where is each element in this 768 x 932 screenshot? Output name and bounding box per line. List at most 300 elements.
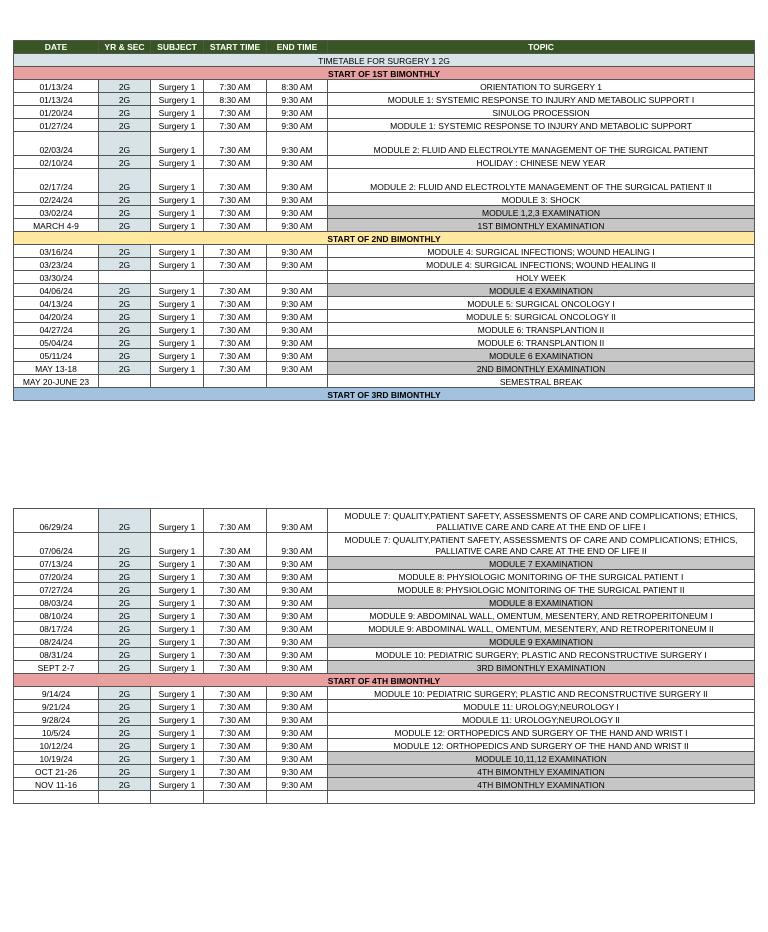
end-time-cell: 8:30 AM [267, 80, 328, 93]
topic-cell: MODULE 4 EXAMINATION [328, 284, 755, 297]
end-time-cell: 9:30 AM [267, 583, 328, 596]
schedule-row [14, 752, 755, 765]
topic-cell: MODULE 9: ABDOMINAL WALL, OMENTUM, MESENTERY, AND RETROPERITONEUM I [328, 609, 755, 622]
topic-cell [328, 791, 755, 804]
yr-sec-cell: 2G [99, 778, 151, 791]
yr-sec-cell: 2G [99, 765, 151, 778]
date-cell: 03/16/24 [14, 245, 99, 258]
subject-cell: Surgery 1 [151, 752, 204, 765]
subject-cell: Surgery 1 [151, 193, 204, 206]
schedule-row [14, 310, 755, 323]
date-cell: 01/13/24 [14, 80, 99, 93]
start-time-cell: 7:30 AM [204, 713, 267, 726]
schedule-row [14, 362, 755, 375]
end-time-cell: 9:30 AM [267, 349, 328, 362]
start-time-cell [204, 271, 267, 284]
schedule-row [14, 206, 755, 219]
yr-sec-cell [99, 375, 151, 388]
schedule-row [14, 119, 755, 132]
topic-cell: SINULOG PROCESSION [328, 106, 755, 119]
yr-sec-cell: 2G [99, 700, 151, 713]
yr-sec-cell: 2G [99, 570, 151, 583]
start-time-cell: 7:30 AM [204, 310, 267, 323]
yr-sec-cell: 2G [99, 310, 151, 323]
date-cell: 05/04/24 [14, 336, 99, 349]
topic-cell: MODULE 1: SYSTEMIC RESPONSE TO INJURY AND METABOLIC SUPPORT I [328, 93, 755, 106]
topic-cell: MODULE 7: QUALITY,PATIENT SAFETY, ASSESSMENTS OF CARE AND COMPLICATIONS; ETHICS, PALLIATIVE CARE AND CARE AT THE END OF LIFE II [328, 533, 755, 557]
date-cell: 08/10/24 [14, 609, 99, 622]
yr-sec-cell: 2G [99, 635, 151, 648]
end-time-cell: 9:30 AM [267, 362, 328, 375]
yr-sec-cell: 2G [99, 349, 151, 362]
topic-cell: MODULE 1,2,3 EXAMINATION [328, 206, 755, 219]
schedule-row [14, 509, 755, 533]
subject-cell: Surgery 1 [151, 336, 204, 349]
date-cell: 02/24/24 [14, 193, 99, 206]
yr-sec-cell: 2G [99, 119, 151, 132]
date-cell: SEPT 2-7 [14, 661, 99, 674]
subject-cell: Surgery 1 [151, 765, 204, 778]
end-time-cell: 9:30 AM [267, 336, 328, 349]
schedule-row [14, 336, 755, 349]
start-time-cell: 7:30 AM [204, 349, 267, 362]
end-time-cell: 9:30 AM [267, 739, 328, 752]
header-date: DATE [14, 41, 99, 54]
start-time-cell: 7:30 AM [204, 169, 267, 193]
start-time-cell: 7:30 AM [204, 648, 267, 661]
subject-cell: Surgery 1 [151, 583, 204, 596]
topic-cell: MODULE 2: FLUID AND ELECTROLYTE MANAGEMENT OF THE SURGICAL PATIENT [328, 132, 755, 156]
schedule-row [14, 271, 755, 284]
subject-cell: Surgery 1 [151, 245, 204, 258]
end-time-cell: 9:30 AM [267, 258, 328, 271]
schedule-row [14, 533, 755, 557]
schedule-row [14, 193, 755, 206]
date-cell: 02/03/24 [14, 132, 99, 156]
end-time-cell: 9:30 AM [267, 635, 328, 648]
start-time-cell: 7:30 AM [204, 661, 267, 674]
subject-cell [151, 375, 204, 388]
end-time-cell: 9:30 AM [267, 596, 328, 609]
topic-cell: HOLIDAY : CHINESE NEW YEAR [328, 156, 755, 169]
subject-cell: Surgery 1 [151, 297, 204, 310]
yr-sec-cell: 2G [99, 362, 151, 375]
date-cell: 9/28/24 [14, 713, 99, 726]
topic-cell: MODULE 5: SURGICAL ONCOLOGY II [328, 310, 755, 323]
end-time-cell: 9:30 AM [267, 622, 328, 635]
yr-sec-cell [99, 791, 151, 804]
start-time-cell: 8:30 AM [204, 93, 267, 106]
start-time-cell: 7:30 AM [204, 700, 267, 713]
date-cell: 08/31/24 [14, 648, 99, 661]
date-cell: 04/13/24 [14, 297, 99, 310]
date-cell: 08/17/24 [14, 622, 99, 635]
date-cell: 01/13/24 [14, 93, 99, 106]
yr-sec-cell: 2G [99, 106, 151, 119]
schedule-row [14, 132, 755, 156]
end-time-cell: 9:30 AM [267, 765, 328, 778]
subject-cell: Surgery 1 [151, 635, 204, 648]
topic-cell: MODULE 3: SHOCK [328, 193, 755, 206]
date-cell [14, 791, 99, 804]
date-cell: 05/11/24 [14, 349, 99, 362]
schedule-row [14, 739, 755, 752]
start-time-cell: 7:30 AM [204, 80, 267, 93]
schedule-row [14, 583, 755, 596]
yr-sec-cell: 2G [99, 169, 151, 193]
date-cell: 01/27/24 [14, 119, 99, 132]
start-time-cell: 7:30 AM [204, 156, 267, 169]
start-time-cell: 7:30 AM [204, 557, 267, 570]
bimonthly-banner: START OF 1ST BIMONTHLY [14, 67, 755, 80]
subject-cell: Surgery 1 [151, 778, 204, 791]
yr-sec-cell: 2G [99, 713, 151, 726]
end-time-cell: 9:30 AM [267, 284, 328, 297]
yr-sec-cell: 2G [99, 193, 151, 206]
schedule-row [14, 609, 755, 622]
yr-sec-cell: 2G [99, 726, 151, 739]
schedule-row [14, 700, 755, 713]
schedule-row [14, 323, 755, 336]
date-cell: 9/14/24 [14, 687, 99, 700]
end-time-cell: 9:30 AM [267, 119, 328, 132]
timetable-body-1 [14, 54, 755, 401]
date-cell: 10/12/24 [14, 739, 99, 752]
date-cell: 03/30/24 [14, 271, 99, 284]
header-topic: TOPIC [328, 41, 755, 54]
start-time-cell: 7:30 AM [204, 336, 267, 349]
start-time-cell: 7:30 AM [204, 596, 267, 609]
end-time-cell: 9:30 AM [267, 687, 328, 700]
yr-sec-cell: 2G [99, 661, 151, 674]
schedule-row [14, 622, 755, 635]
start-time-cell: 7:30 AM [204, 778, 267, 791]
end-time-cell: 9:30 AM [267, 661, 328, 674]
date-cell: 02/17/24 [14, 169, 99, 193]
yr-sec-cell: 2G [99, 752, 151, 765]
yr-sec-cell: 2G [99, 245, 151, 258]
end-time-cell: 9:30 AM [267, 297, 328, 310]
end-time-cell: 9:30 AM [267, 700, 328, 713]
date-cell: 08/03/24 [14, 596, 99, 609]
start-time-cell: 7:30 AM [204, 622, 267, 635]
start-time-cell: 7:30 AM [204, 284, 267, 297]
subject-cell: Surgery 1 [151, 726, 204, 739]
bimonthly-banner: START OF 4TH BIMONTHLY [14, 674, 755, 687]
yr-sec-cell: 2G [99, 132, 151, 156]
schedule-row [14, 648, 755, 661]
subject-cell: Surgery 1 [151, 258, 204, 271]
subject-cell: Surgery 1 [151, 93, 204, 106]
subject-cell: Surgery 1 [151, 648, 204, 661]
bimonthly-banner: START OF 2ND BIMONTHLY [14, 232, 755, 245]
yr-sec-cell: 2G [99, 739, 151, 752]
date-cell: 02/10/24 [14, 156, 99, 169]
end-time-cell: 9:30 AM [267, 713, 328, 726]
date-cell: 03/23/24 [14, 258, 99, 271]
end-time-cell: 9:30 AM [267, 609, 328, 622]
timetable-body-2 [14, 509, 755, 804]
end-time-cell: 9:30 AM [267, 245, 328, 258]
end-time-cell: 9:30 AM [267, 752, 328, 765]
schedule-row [14, 169, 755, 193]
topic-cell: 4TH BIMONTHLY EXAMINATION [328, 765, 755, 778]
end-time-cell: 9:30 AM [267, 193, 328, 206]
end-time-cell: 9:30 AM [267, 219, 328, 232]
end-time-cell: 9:30 AM [267, 726, 328, 739]
end-time-cell [267, 271, 328, 284]
end-time-cell: 9:30 AM [267, 106, 328, 119]
end-time-cell: 9:30 AM [267, 778, 328, 791]
subject-cell: Surgery 1 [151, 284, 204, 297]
subject-cell: Surgery 1 [151, 557, 204, 570]
date-cell: 06/29/24 [14, 509, 99, 533]
start-time-cell: 7:30 AM [204, 362, 267, 375]
end-time-cell: 9:30 AM [267, 323, 328, 336]
bimonthly-banner-row [14, 388, 755, 401]
date-cell: 04/27/24 [14, 323, 99, 336]
date-cell: 07/06/24 [14, 533, 99, 557]
schedule-row [14, 661, 755, 674]
schedule-row [14, 791, 755, 804]
start-time-cell: 7:30 AM [204, 533, 267, 557]
start-time-cell: 7:30 AM [204, 219, 267, 232]
topic-cell: MODULE 4: SURGICAL INFECTIONS; WOUND HEALING I [328, 245, 755, 258]
start-time-cell: 7:30 AM [204, 297, 267, 310]
end-time-cell: 9:30 AM [267, 557, 328, 570]
end-time-cell: 9:30 AM [267, 169, 328, 193]
subject-cell: Surgery 1 [151, 713, 204, 726]
topic-cell: ORIENTATION TO SURGERY 1 [328, 80, 755, 93]
subject-cell: Surgery 1 [151, 132, 204, 156]
schedule-row [14, 219, 755, 232]
schedule-row [14, 106, 755, 119]
topic-cell: MODULE 1: SYSTEMIC RESPONSE TO INJURY AND METABOLIC SUPPORT [328, 119, 755, 132]
schedule-row [14, 687, 755, 700]
header-subject: SUBJECT [151, 41, 204, 54]
date-cell: 10/19/24 [14, 752, 99, 765]
schedule-row [14, 765, 755, 778]
topic-cell: MODULE 9: ABDOMINAL WALL, OMENTUM, MESENTERY, AND RETROPERITONEUM II [328, 622, 755, 635]
end-time-cell: 9:30 AM [267, 132, 328, 156]
yr-sec-cell: 2G [99, 509, 151, 533]
start-time-cell: 7:30 AM [204, 323, 267, 336]
date-cell: 07/20/24 [14, 570, 99, 583]
subject-cell: Surgery 1 [151, 349, 204, 362]
schedule-row [14, 557, 755, 570]
subject-cell: Surgery 1 [151, 570, 204, 583]
date-cell: 9/21/24 [14, 700, 99, 713]
end-time-cell: 9:30 AM [267, 93, 328, 106]
topic-cell: 3RD BIMONTHLY EXAMINATION [328, 661, 755, 674]
date-cell: OCT 21-26 [14, 765, 99, 778]
header-yr-sec: YR & SEC [99, 41, 151, 54]
subject-cell: Surgery 1 [151, 661, 204, 674]
schedule-row [14, 635, 755, 648]
schedule-row [14, 778, 755, 791]
bimonthly-banner-row [14, 67, 755, 80]
subject-cell: Surgery 1 [151, 323, 204, 336]
start-time-cell: 7:30 AM [204, 739, 267, 752]
subject-cell: Surgery 1 [151, 156, 204, 169]
end-time-cell [267, 791, 328, 804]
topic-cell: MODULE 11: UROLOGY;NEUROLOGY II [328, 713, 755, 726]
topic-cell: MODULE 8: PHYSIOLOGIC MONITORING OF THE SURGICAL PATIENT I [328, 570, 755, 583]
end-time-cell: 9:30 AM [267, 156, 328, 169]
end-time-cell: 9:30 AM [267, 533, 328, 557]
timetable-part-1 [13, 40, 755, 401]
topic-cell: MODULE 8 EXAMINATION [328, 596, 755, 609]
subject-cell: Surgery 1 [151, 700, 204, 713]
yr-sec-cell: 2G [99, 93, 151, 106]
date-cell: NOV 11-16 [14, 778, 99, 791]
start-time-cell: 7:30 AM [204, 635, 267, 648]
topic-cell: MODULE 2: FLUID AND ELECTROLYTE MANAGEMENT OF THE SURGICAL PATIENT II [328, 169, 755, 193]
start-time-cell: 7:30 AM [204, 570, 267, 583]
topic-cell: 2ND BIMONTHLY EXAMINATION [328, 362, 755, 375]
topic-cell: MODULE 4: SURGICAL INFECTIONS; WOUND HEALING II [328, 258, 755, 271]
topic-cell: MODULE 9 EXAMINATION [328, 635, 755, 648]
subject-cell: Surgery 1 [151, 687, 204, 700]
subject-cell: Surgery 1 [151, 362, 204, 375]
schedule-row [14, 245, 755, 258]
yr-sec-cell: 2G [99, 533, 151, 557]
topic-cell: SEMESTRAL BREAK [328, 375, 755, 388]
topic-cell: MODULE 10,11,12 EXAMINATION [328, 752, 755, 765]
subject-cell: Surgery 1 [151, 206, 204, 219]
yr-sec-cell: 2G [99, 156, 151, 169]
subject-cell: Surgery 1 [151, 596, 204, 609]
start-time-cell: 7:30 AM [204, 119, 267, 132]
start-time-cell: 7:30 AM [204, 132, 267, 156]
topic-cell: 1ST BIMONTHLY EXAMINATION [328, 219, 755, 232]
yr-sec-cell: 2G [99, 596, 151, 609]
yr-sec-cell: 2G [99, 622, 151, 635]
yr-sec-cell: 2G [99, 284, 151, 297]
start-time-cell [204, 375, 267, 388]
start-time-cell: 7:30 AM [204, 193, 267, 206]
yr-sec-cell: 2G [99, 219, 151, 232]
start-time-cell: 7:30 AM [204, 509, 267, 533]
topic-cell: MODULE 12: ORTHOPEDICS AND SURGERY OF THE HAND AND WRIST I [328, 726, 755, 739]
yr-sec-cell: 2G [99, 583, 151, 596]
timetable-part-2 [13, 508, 755, 804]
date-cell: 04/20/24 [14, 310, 99, 323]
schedule-row [14, 375, 755, 388]
date-cell: 07/13/24 [14, 557, 99, 570]
header-row [14, 41, 755, 54]
header-start-time: START TIME [204, 41, 267, 54]
subject-cell [151, 791, 204, 804]
subject-cell: Surgery 1 [151, 80, 204, 93]
date-cell: 03/02/24 [14, 206, 99, 219]
subject-cell: Surgery 1 [151, 509, 204, 533]
subject-cell: Surgery 1 [151, 169, 204, 193]
yr-sec-cell: 2G [99, 609, 151, 622]
schedule-row [14, 726, 755, 739]
subject-cell [151, 271, 204, 284]
schedule-row [14, 284, 755, 297]
yr-sec-cell: 2G [99, 206, 151, 219]
start-time-cell: 7:30 AM [204, 245, 267, 258]
subject-cell: Surgery 1 [151, 310, 204, 323]
header-end-time: END TIME [267, 41, 328, 54]
subject-cell: Surgery 1 [151, 533, 204, 557]
schedule-row [14, 258, 755, 271]
bimonthly-banner-row [14, 674, 755, 687]
subject-cell: Surgery 1 [151, 119, 204, 132]
start-time-cell: 7:30 AM [204, 726, 267, 739]
start-time-cell: 7:30 AM [204, 583, 267, 596]
subject-cell: Surgery 1 [151, 106, 204, 119]
date-cell: 07/27/24 [14, 583, 99, 596]
timetable-title: TIMETABLE FOR SURGERY 1 2G [14, 54, 755, 67]
yr-sec-cell: 2G [99, 258, 151, 271]
schedule-row [14, 713, 755, 726]
bimonthly-banner-row [14, 232, 755, 245]
yr-sec-cell: 2G [99, 557, 151, 570]
date-cell: 08/24/24 [14, 635, 99, 648]
timetable-title-row [14, 54, 755, 67]
bimonthly-banner: START OF 3RD BIMONTHLY [14, 388, 755, 401]
end-time-cell: 9:30 AM [267, 570, 328, 583]
schedule-row [14, 93, 755, 106]
start-time-cell: 7:30 AM [204, 765, 267, 778]
date-cell: 04/06/24 [14, 284, 99, 297]
start-time-cell: 7:30 AM [204, 752, 267, 765]
end-time-cell: 9:30 AM [267, 509, 328, 533]
start-time-cell: 7:30 AM [204, 609, 267, 622]
schedule-row [14, 570, 755, 583]
yr-sec-cell: 2G [99, 323, 151, 336]
start-time-cell: 7:30 AM [204, 206, 267, 219]
topic-cell: MODULE 8: PHYSIOLOGIC MONITORING OF THE SURGICAL PATIENT II [328, 583, 755, 596]
topic-cell: MODULE 11: UROLOGY;NEUROLOGY I [328, 700, 755, 713]
topic-cell: 4TH BIMONTHLY EXAMINATION [328, 778, 755, 791]
topic-cell: MODULE 6: TRANSPLANTION II [328, 323, 755, 336]
schedule-row [14, 80, 755, 93]
end-time-cell: 9:30 AM [267, 310, 328, 323]
subject-cell: Surgery 1 [151, 609, 204, 622]
schedule-row [14, 156, 755, 169]
subject-cell: Surgery 1 [151, 739, 204, 752]
schedule-row [14, 596, 755, 609]
date-cell: MAY 13-18 [14, 362, 99, 375]
start-time-cell: 7:30 AM [204, 258, 267, 271]
topic-cell: MODULE 10: PEDIATRIC SURGERY; PLASTIC AND RECONSTRUCTIVE SURGERY II [328, 687, 755, 700]
start-time-cell: 7:30 AM [204, 106, 267, 119]
end-time-cell: 9:30 AM [267, 648, 328, 661]
subject-cell: Surgery 1 [151, 622, 204, 635]
topic-cell: HOLY WEEK [328, 271, 755, 284]
yr-sec-cell [99, 271, 151, 284]
end-time-cell: 9:30 AM [267, 206, 328, 219]
start-time-cell: 7:30 AM [204, 687, 267, 700]
date-cell: 10/5/24 [14, 726, 99, 739]
schedule-row [14, 297, 755, 310]
topic-cell: MODULE 6 EXAMINATION [328, 349, 755, 362]
end-time-cell [267, 375, 328, 388]
yr-sec-cell: 2G [99, 80, 151, 93]
topic-cell: MODULE 10: PEDIATRIC SURGERY; PLASTIC AND RECONSTRUCTIVE SURGERY I [328, 648, 755, 661]
subject-cell: Surgery 1 [151, 219, 204, 232]
topic-cell: MODULE 5: SURGICAL ONCOLOGY I [328, 297, 755, 310]
topic-cell: MODULE 7 EXAMINATION [328, 557, 755, 570]
start-time-cell [204, 791, 267, 804]
date-cell: MARCH 4-9 [14, 219, 99, 232]
yr-sec-cell: 2G [99, 297, 151, 310]
topic-cell: MODULE 6: TRANSPLANTION II [328, 336, 755, 349]
